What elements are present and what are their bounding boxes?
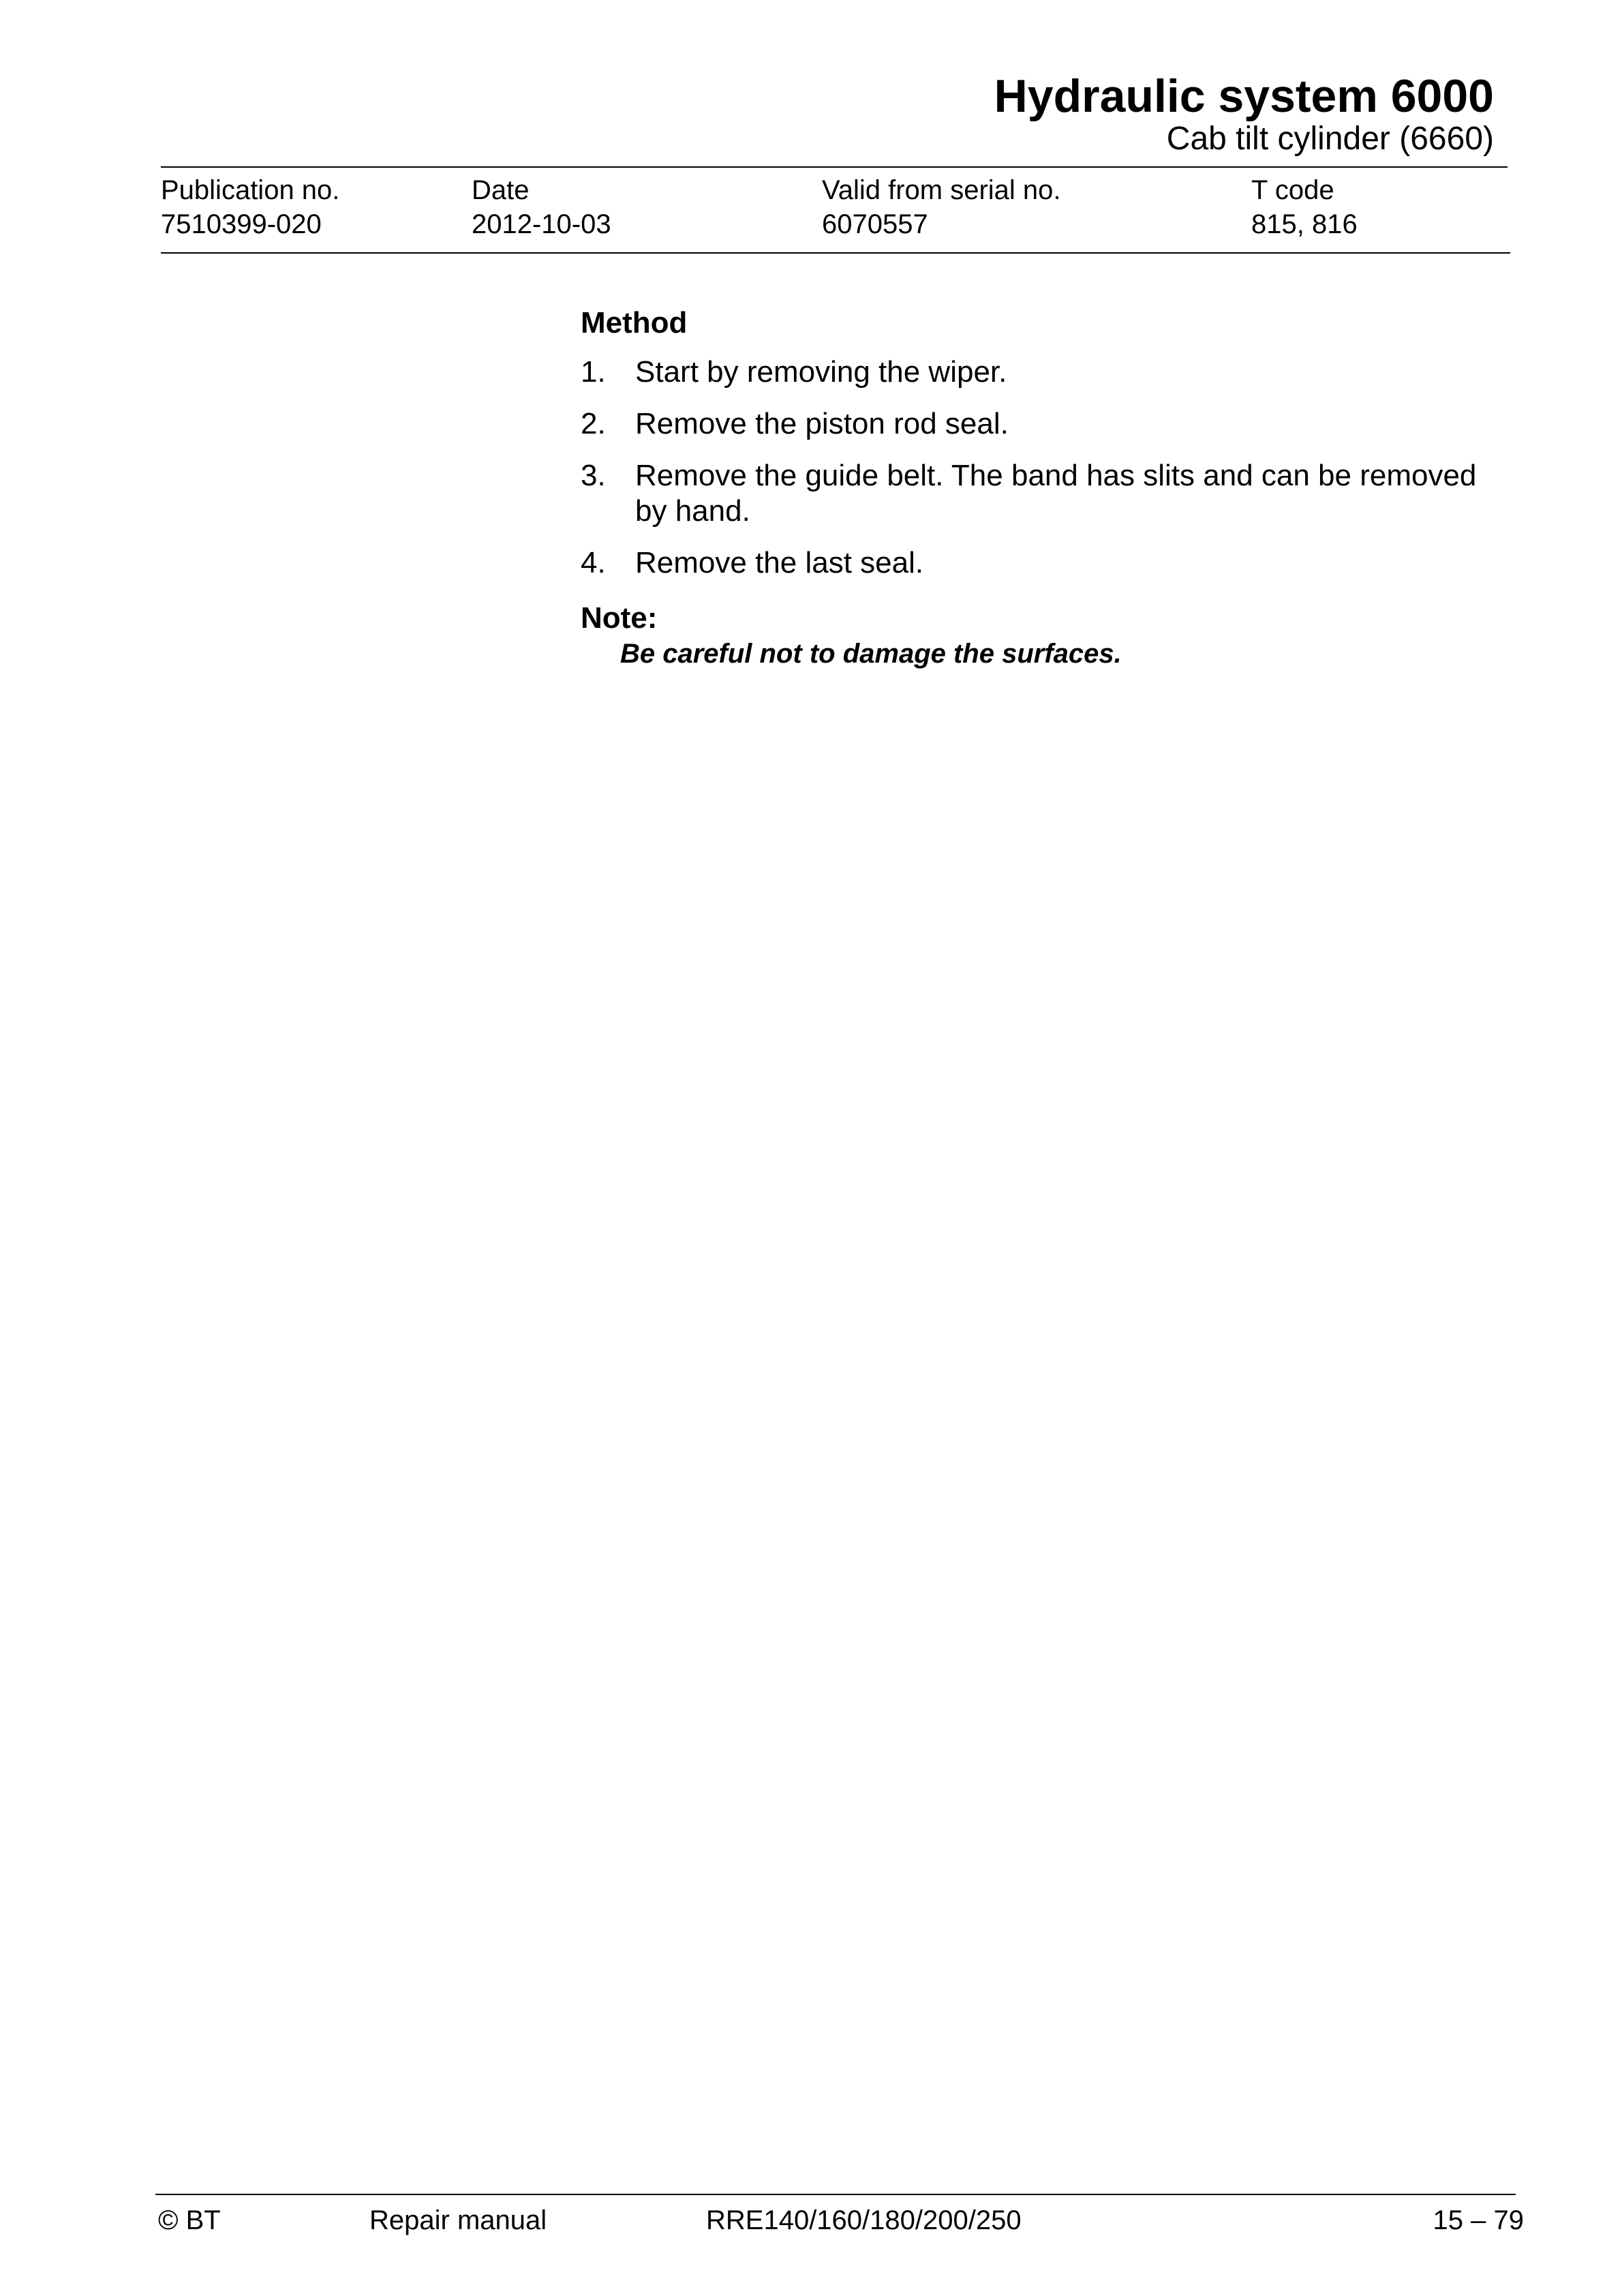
meta-serial-value: 6070557 bbox=[822, 209, 928, 239]
page-title: Hydraulic system 6000 bbox=[994, 70, 1494, 122]
footer-doc-type: Repair manual bbox=[369, 2205, 547, 2235]
method-step bbox=[581, 545, 1512, 581]
meta-serial-column bbox=[822, 173, 1061, 241]
step-number: 3. bbox=[581, 459, 606, 492]
note-text: Be careful not to damage the surfaces. bbox=[620, 639, 1122, 669]
method-heading: Method bbox=[581, 306, 688, 339]
footer-copyright: © BT bbox=[158, 2205, 221, 2235]
method-step bbox=[581, 406, 1512, 442]
meta-tcode-column bbox=[1251, 173, 1358, 241]
step-text: Remove the last seal. bbox=[635, 546, 924, 579]
step-number: 1. bbox=[581, 355, 606, 389]
step-text: Remove the piston rod seal. bbox=[635, 407, 1009, 440]
meta-date-column bbox=[472, 173, 611, 241]
footer-models: RRE140/160/180/200/250 bbox=[706, 2205, 1022, 2235]
step-text: Remove the guide belt. The band has slits and can be removed by hand. bbox=[635, 459, 1477, 528]
footer-page-number: 15 – 79 bbox=[1433, 2205, 1524, 2235]
header-top-divider bbox=[161, 166, 1508, 168]
step-number: 4. bbox=[581, 546, 606, 579]
meta-publication-value: 7510399-020 bbox=[161, 209, 322, 239]
method-step bbox=[581, 458, 1512, 529]
meta-serial-label: Valid from serial no. bbox=[822, 175, 1061, 205]
meta-tcode-value: 815, 816 bbox=[1251, 209, 1358, 239]
footer-divider bbox=[155, 2194, 1516, 2195]
meta-publication-column bbox=[161, 173, 339, 241]
page-subtitle: Cab tilt cylinder (6660) bbox=[1166, 121, 1494, 157]
note-label: Note: bbox=[581, 601, 658, 635]
step-text: Start by removing the wiper. bbox=[635, 355, 1007, 389]
method-steps-list bbox=[581, 354, 1512, 597]
meta-publication-label: Publication no. bbox=[161, 175, 340, 205]
method-step bbox=[581, 354, 1512, 390]
header-bottom-divider bbox=[161, 252, 1510, 254]
meta-tcode-label: T code bbox=[1251, 175, 1334, 205]
meta-date-value: 2012-10-03 bbox=[472, 209, 611, 239]
step-number: 2. bbox=[581, 407, 606, 440]
meta-date-label: Date bbox=[472, 175, 530, 205]
